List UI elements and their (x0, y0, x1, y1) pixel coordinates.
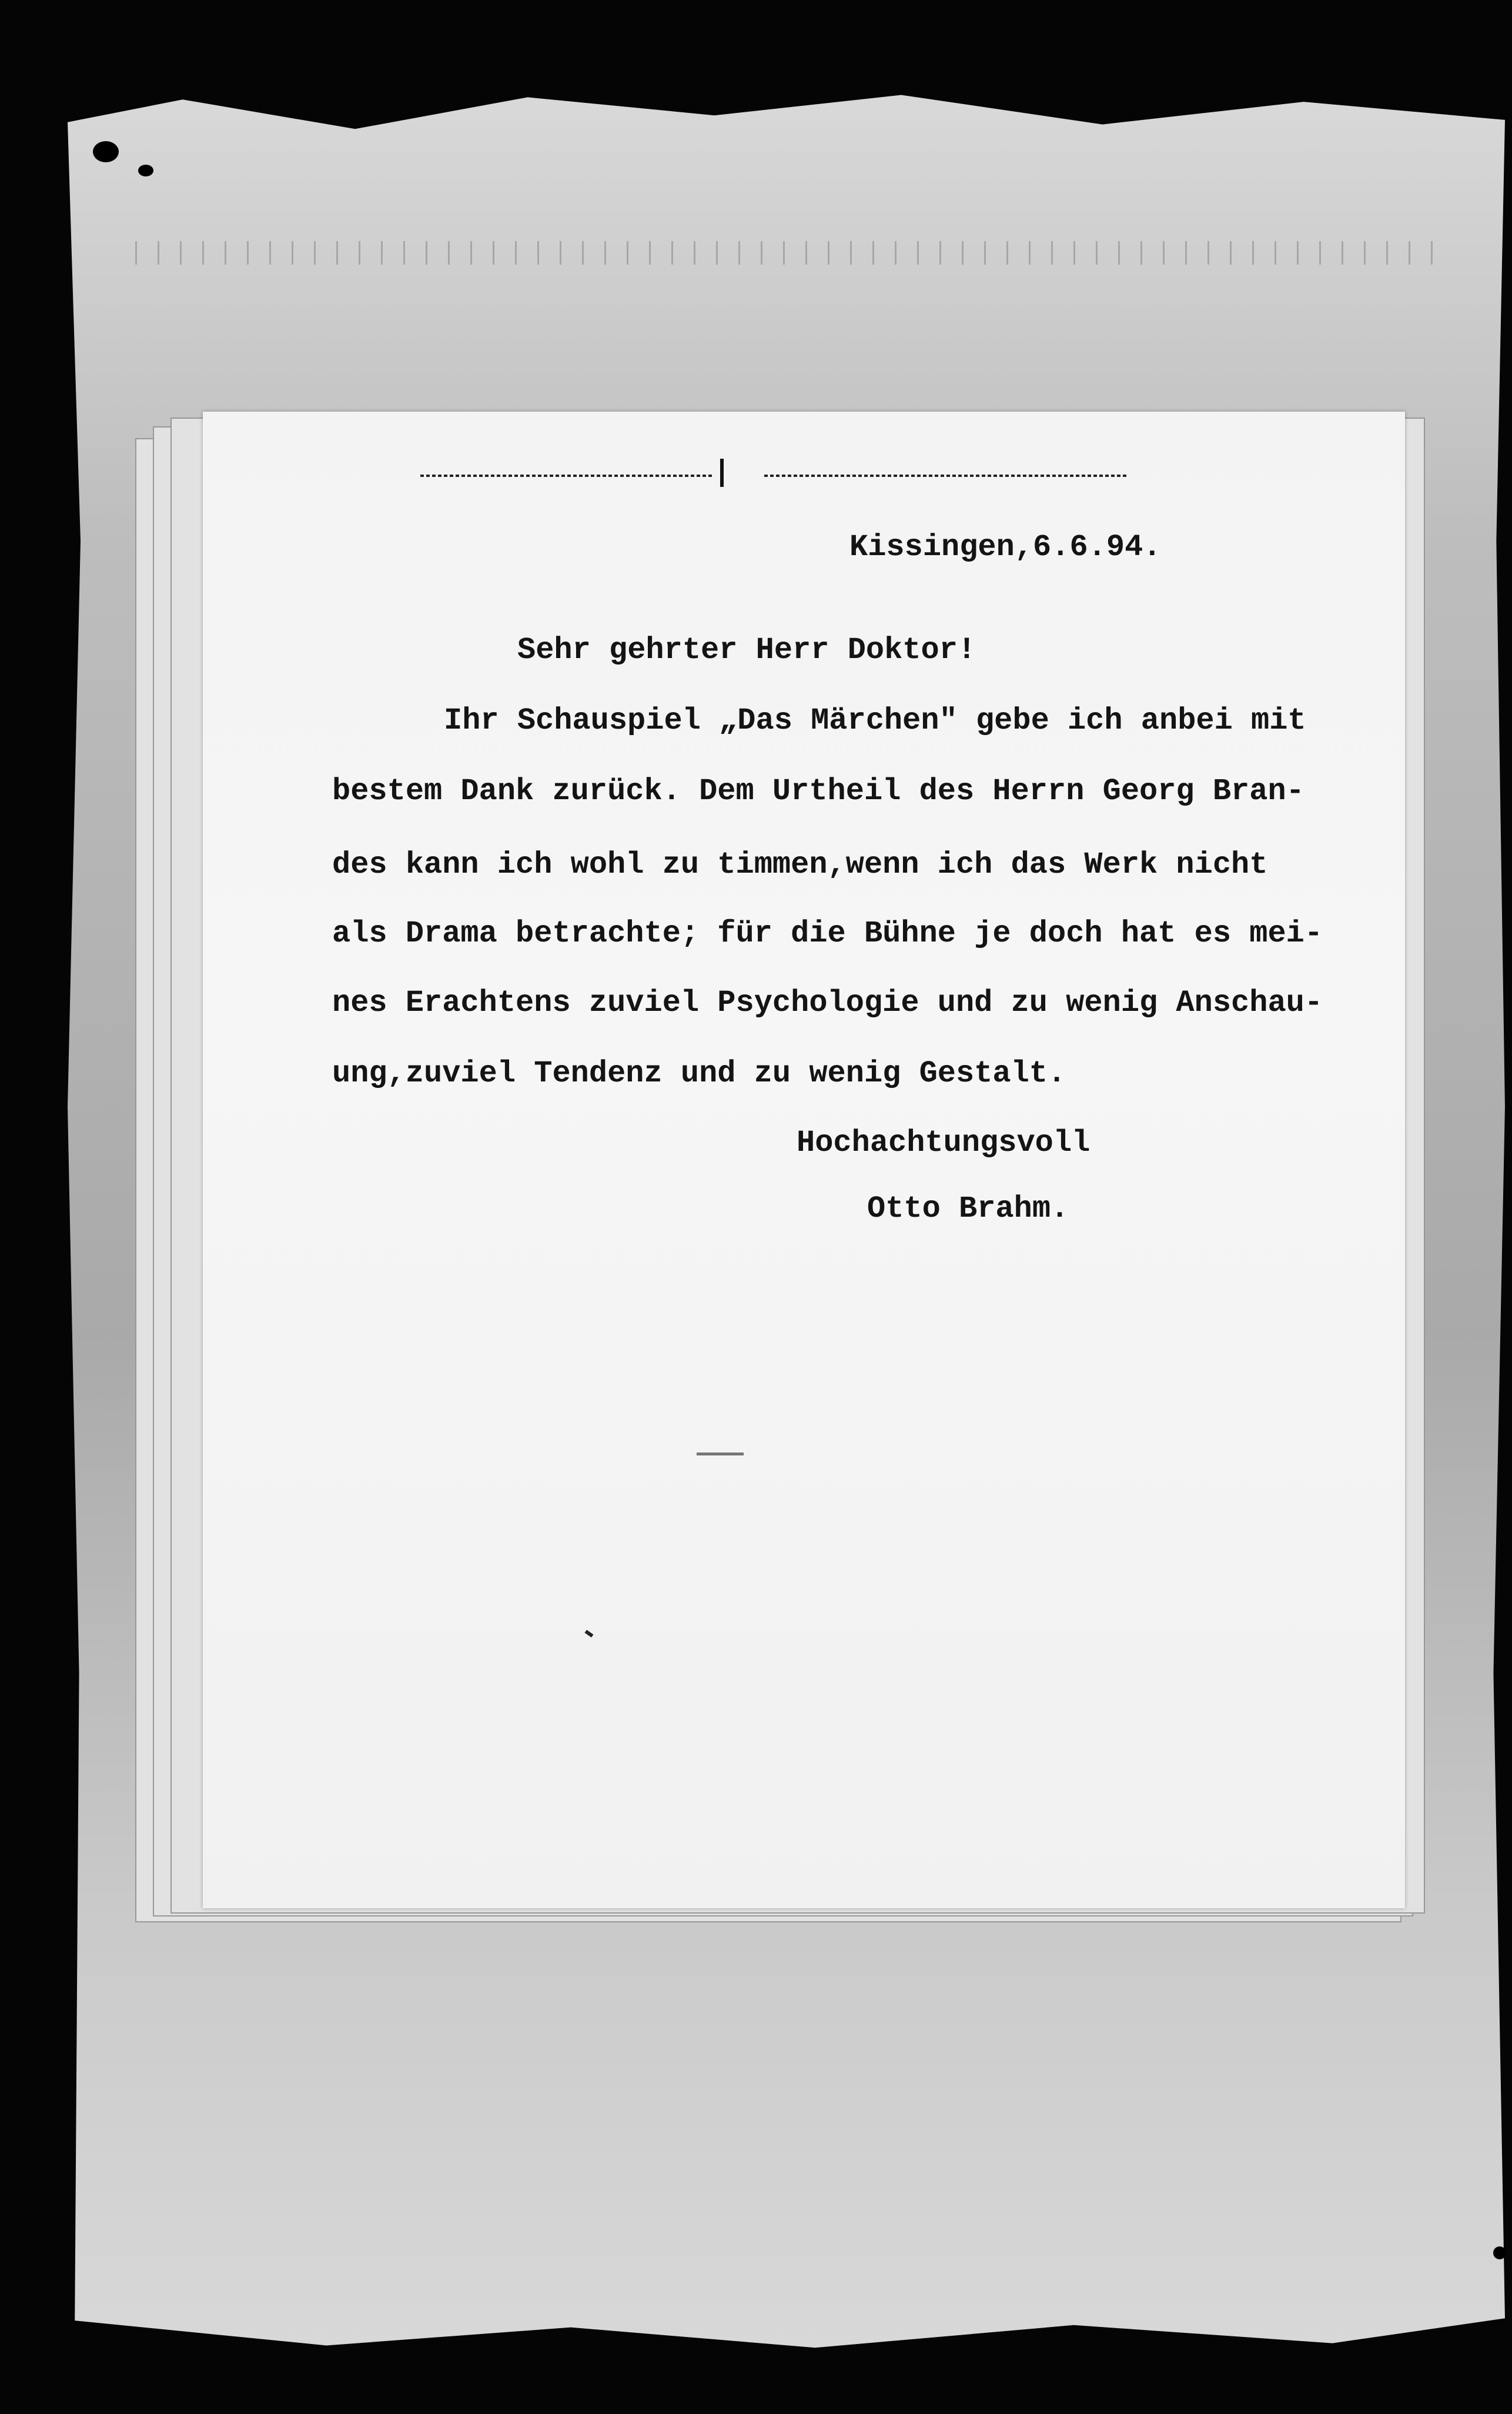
header-rule-tick (720, 459, 724, 487)
body-line: des kann ich wohl zu timmen,wenn ich das Werk nicht (332, 847, 1268, 882)
header-rule-left (420, 475, 714, 477)
ink-blot (138, 165, 153, 176)
ink-blot (1493, 2246, 1506, 2259)
header-rule-right (764, 475, 1129, 477)
stray-mark (585, 1630, 594, 1638)
body-line: bestem Dank zurück. Dem Urtheil des Herrn Georg Bran- (332, 774, 1304, 809)
closing: Hochachtungsvoll (797, 1126, 1090, 1160)
place-date: Kissingen,6.6.94. (849, 530, 1162, 565)
ink-blot (93, 141, 119, 162)
signature: Otto Brahm. (867, 1191, 1069, 1226)
body-line: nes Erachtens zuviel Psychologie und zu wenig Anschau- (332, 986, 1323, 1020)
faded-header-strip (135, 241, 1440, 265)
letter-page (203, 412, 1405, 1908)
body-line: ung,zuviel Tendenz und zu wenig Gestalt. (332, 1056, 1066, 1091)
body-line: als Drama betrachte; für die Bühne je doch hat es mei- (332, 916, 1323, 951)
body-line: Ihr Schauspiel „Das Märchen" gebe ich anbei mit (444, 703, 1306, 738)
salutation: Sehr gehrter Herr Doktor! (517, 633, 976, 667)
stray-mark (697, 1453, 744, 1455)
